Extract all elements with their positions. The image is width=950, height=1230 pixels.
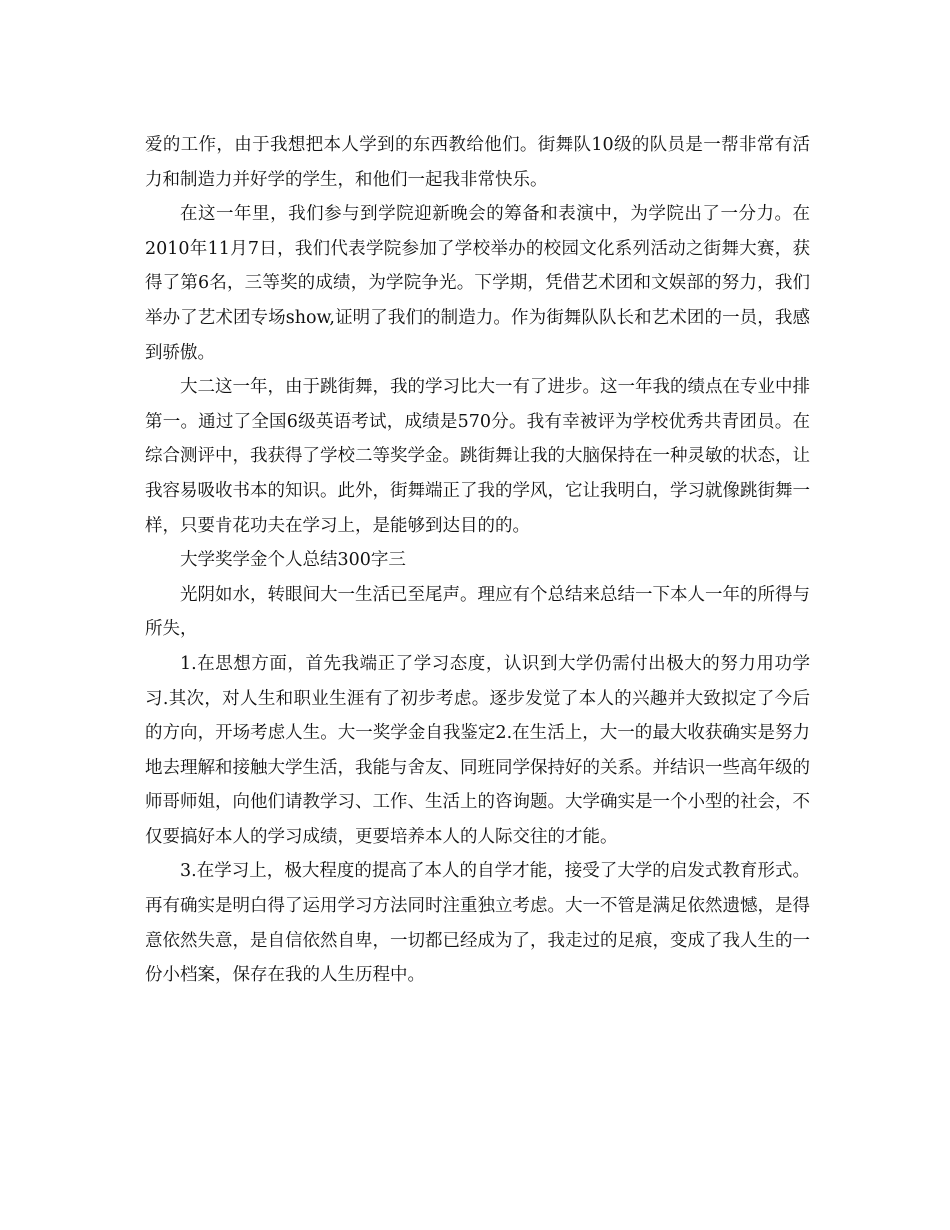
paragraph-activities: 在这一年里，我们参与到学院迎新晚会的筹备和表演中，为学院出了一分力。在2010年11月7日，我们代表学院参加了学校举办的校园文化系列活动之街舞大赛，获得了第6名，三等奖的成绩，为学院争光。下学期，凭借艺术团和文娱部的努力，我们举办了艺术团专场show,证明了我们的制造力。作为街舞队队长和艺术团的一员，我感到骄傲。 xyxy=(145,204,810,363)
paragraph-continuation: 爱的工作，由于我想把本人学到的东西教给他们。街舞队10级的队员是一帮非常有活力和制造力并好学的学生，和他们一起我非常快乐。 xyxy=(145,135,810,190)
paragraph-study: 3.在学习上，极大程度的提高了本人的自学才能，接受了大学的启发式教育形式。再有确实是明白得了运用学习方法同时注重独立考虑。大一不管是满足依然遗憾，是得意依然失意，是自信依然自卑，一切都已经成为了，我走过的足痕，变成了我人生的一份小档案，保存在我的人生历程中。 xyxy=(145,861,810,986)
paragraph-thought-and-life: 1.在思想方面，首先我端正了学习态度，认识到大学仍需付出极大的努力用功学习.其次，对人生和职业生涯有了初步考虑。逐步发觉了本人的兴趣并大致拟定了今后的方向，开场考虑人生。大一奖学金自我鉴定2.在生活上，大一的最大收获确实是努力地去理解和接触大学生活，我能与舍友、同班同学保持好的关系。并结识一些高年级的师哥师姐，向他们请教学习、工作、生活上的咨询题。大学确实是一个小型的社会，不仅要搞好本人的学习成绩，更要培养本人的人际交往的才能。 xyxy=(145,653,810,847)
section-heading: 大学奖学金个人总结300字三 xyxy=(180,550,406,571)
paragraph-sophomore-year: 大二这一年，由于跳街舞，我的学习比大一有了进步。这一年我的绩点在专业中排第一。通过了全国6级英语考试，成绩是570分。我有幸被评为学校优秀共青团员。在综合测评中，我获得了学校二等奖学金。跳街舞让我的大脑保持在一种灵敏的状态，让我容易吸收书本的知识。此外，街舞端正了我的学风，它让我明白，学习就像跳街舞一样，只要肯花功夫在学习上，是能够到达目的的。 xyxy=(145,377,810,536)
paragraph-intro: 光阴如水，转眼间大一生活已至尾声。理应有个总结来总结一下本人一年的所得与所失， xyxy=(145,584,810,640)
document-body xyxy=(145,128,810,993)
